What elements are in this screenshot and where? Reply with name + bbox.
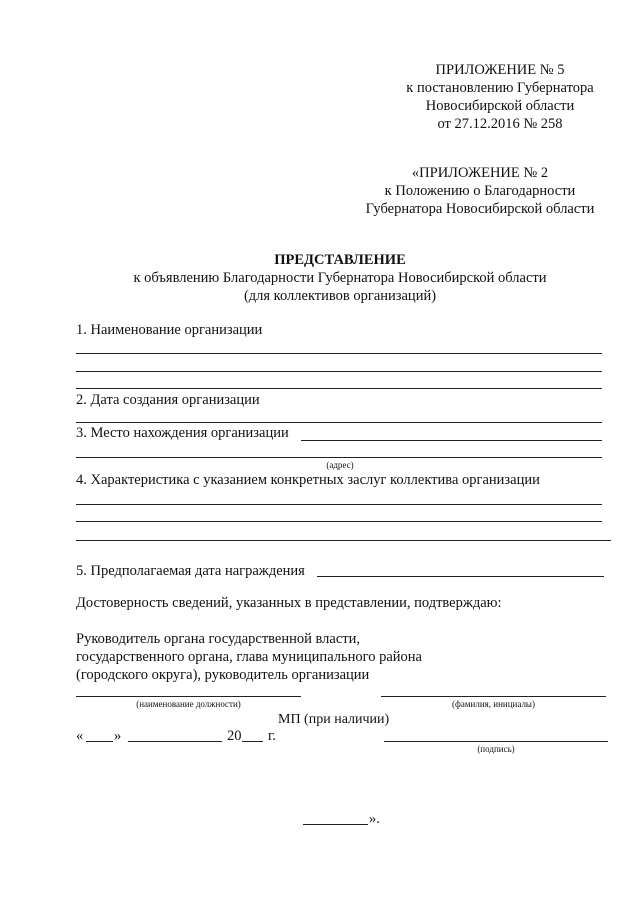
date-quote-close: »	[114, 728, 122, 744]
seal-label: МП (при наличии)	[278, 712, 390, 727]
appendix5-line1: ПРИЛОЖЕНИЕ № 5	[435, 62, 565, 78]
date-year-prefix: 20	[227, 728, 242, 744]
appendix5-line3: Новосибирской области	[425, 98, 575, 114]
field-organization-name-label: 1. Наименование организации	[76, 322, 263, 338]
field-characteristic-line-2[interactable]	[76, 521, 602, 522]
signature-caption: (подпись)	[477, 744, 515, 754]
date-year-line[interactable]	[242, 741, 263, 742]
field-location-caption: (адрес)	[326, 460, 354, 470]
document-subtitle: к объявлению Благодарности Губернатора Новосибирской области	[133, 270, 547, 286]
date-month-line[interactable]	[128, 741, 222, 742]
closing-mark: ».	[369, 811, 380, 827]
name-line[interactable]	[381, 696, 606, 697]
field-organization-name-line-2[interactable]	[76, 371, 602, 372]
field-location-line-2[interactable]	[76, 457, 602, 458]
appendix2-line3: Губернатора Новосибирской области	[365, 201, 595, 217]
field-award-date-label: 5. Предполагаемая дата награждения	[76, 563, 305, 579]
field-characteristic-line-1[interactable]	[76, 504, 602, 505]
position-caption: (наименование должности)	[136, 699, 241, 709]
position-line[interactable]	[76, 696, 301, 697]
confirmation-text: Достоверность сведений, указанных в представлении, подтверждаю:	[76, 595, 502, 611]
field-characteristic-line-3[interactable]	[76, 540, 611, 541]
signer-line-2: государственного органа, глава муниципального района	[76, 649, 422, 665]
closing-line[interactable]	[303, 824, 368, 825]
signature-line[interactable]	[384, 741, 608, 742]
date-day-line[interactable]	[86, 741, 113, 742]
appendix5-line4: от 27.12.2016 № 258	[437, 116, 563, 132]
field-creation-date-label: 2. Дата создания организации	[76, 392, 260, 408]
field-award-date-line[interactable]	[317, 576, 604, 577]
appendix2-line2: к Положению о Благодарности	[384, 183, 576, 199]
date-quote-open: «	[76, 728, 84, 744]
field-location-label: 3. Место нахождения организации	[76, 425, 289, 441]
signer-line-1: Руководитель органа государственной власти,	[76, 631, 360, 647]
field-organization-name-line-3[interactable]	[76, 388, 602, 389]
field-characteristic-label: 4. Характеристика с указанием конкретных заслуг коллектива организации	[76, 472, 540, 488]
field-creation-date-line[interactable]	[76, 422, 602, 423]
field-location-line-1[interactable]	[301, 440, 602, 441]
document-title: ПРЕДСТАВЛЕНИЕ	[274, 252, 406, 268]
field-organization-name-line-1[interactable]	[76, 353, 602, 354]
appendix2-line1: «ПРИЛОЖЕНИЕ № 2	[411, 165, 549, 181]
signer-line-3: (городского округа), руководитель организации	[76, 667, 370, 683]
date-year-suffix: г.	[268, 728, 276, 744]
name-caption: (фамилия, инициалы)	[452, 699, 535, 709]
appendix5-line2: к постановлению Губернатора	[406, 80, 594, 96]
document-subtitle-2: (для коллективов организаций)	[243, 288, 437, 304]
